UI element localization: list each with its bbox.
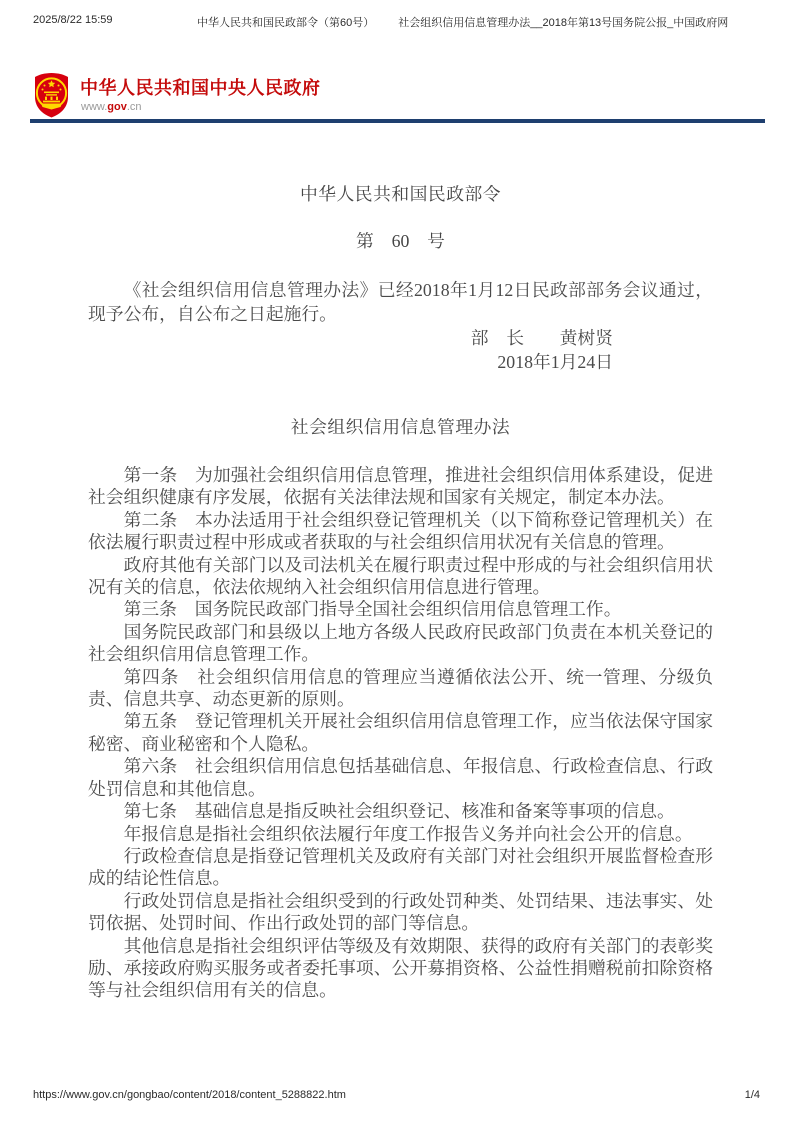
document-title: 中华人民共和国民政部令 [299,184,502,204]
print-header-title-part1: 中华人民共和国民政部令（第60号） [197,17,375,29]
article-paragraph: 政府其他有关部门以及司法机关在履行职责过程中形成的与社会组织信用状况有关的信息，依法依规纳入社会组织信用信息进行管理。 [88,554,713,598]
site-url-cn: .cn [126,101,142,113]
document-signer: 部 长 黄树贤 [470,328,613,348]
article-paragraph: 年报信息是指社会组织依法履行年度工作报告义务并向社会公开的信息。 [123,823,693,844]
article-paragraph: 第一条 为加强社会组织信用信息管理，推进社会组织信用体系建设，促进社会组织健康有序发展，依据有关法律法规和国家有关规定，制定本办法。 [88,465,713,508]
article-paragraph: 行政检查信息是指登记管理机关及政府有关部门对社会组织开展监督检查形成的结论性信息。 [88,845,713,889]
article-paragraph: 第七条 基础信息是指反映社会组织登记、核准和备案等事项的信息。 [123,801,675,822]
regulation-title: 社会组织信用信息管理办法 [290,417,511,437]
article [88,183,713,1002]
print-header-title-part2: 社会组织信用信息管理办法__2018年第13号国务院公报_中国政府网 [398,17,729,29]
article-paragraph: 第三条 国务院民政部门指导全国社会组织信用信息管理工作。 [123,599,622,620]
site-url-gov: gov [107,101,127,113]
article-paragraph: 第二条 本办法适用于社会组织登记管理机关（以下简称登记管理机关）在依法履行职责过程中形成或者获取的与社会组织信用状况有关信息的管理。 [88,509,713,553]
article-paragraph: 第四条 社会组织信用信息的管理应当遵循依法公开、统一管理、分级负责、信息共享、动态更新的原则。 [88,666,713,710]
site-url-www: www. [81,101,108,113]
print-header-title [197,14,728,30]
print-footer-url: https://www.gov.cn/gongbao/content/2018/content_5288822.htm [33,1089,346,1101]
site-url [81,101,142,113]
document-intro: 《社会组织信用信息管理办法》已经2018年1月12日民政部部务会议通过，现予公布，自公布之日起施行。 [88,280,713,324]
print-footer-page-number: 1/4 [744,1089,760,1101]
article-paragraph: 国务院民政部门和县级以上地方各级人民政府民政部门负责在本机关登记的社会组织信用信息管理工作。 [88,621,713,665]
article-paragraph: 其他信息是指社会组织评估等级及有效期限、获得的政府有关部门的表彰奖励、承接政府购买服务或者委托事项、公开募捐资格、公益性捐赠税前扣除资格等与社会组织信用有关的信息。 [88,935,713,1001]
site-name: 中华人民共和国中央人民政府 [80,78,321,98]
document-sign-date: 2018年1月24日 [497,352,613,372]
china-national-emblem-icon [33,72,70,118]
article-paragraph: 行政处罚信息是指社会组织受到的行政处罚种类、处罚结果、违法事实、处罚依据、处罚时间、作出行政处罚的部门等信息。 [88,890,713,934]
gov-banner [30,62,765,124]
article-body [88,464,713,1002]
document-order-number: 第 60 号 [356,231,445,251]
article-paragraph: 第六条 社会组织信用信息包括基础信息、年报信息、行政检查信息、行政处罚信息和其他信息。 [88,756,713,799]
banner-divider-rule [30,119,765,123]
print-header-datetime: 2025/8/22 15:59 [33,14,113,26]
article-paragraph: 第五条 登记管理机关开展社会组织信用信息管理工作，应当依法保守国家秘密、商业秘密和个人隐私。 [88,711,713,754]
